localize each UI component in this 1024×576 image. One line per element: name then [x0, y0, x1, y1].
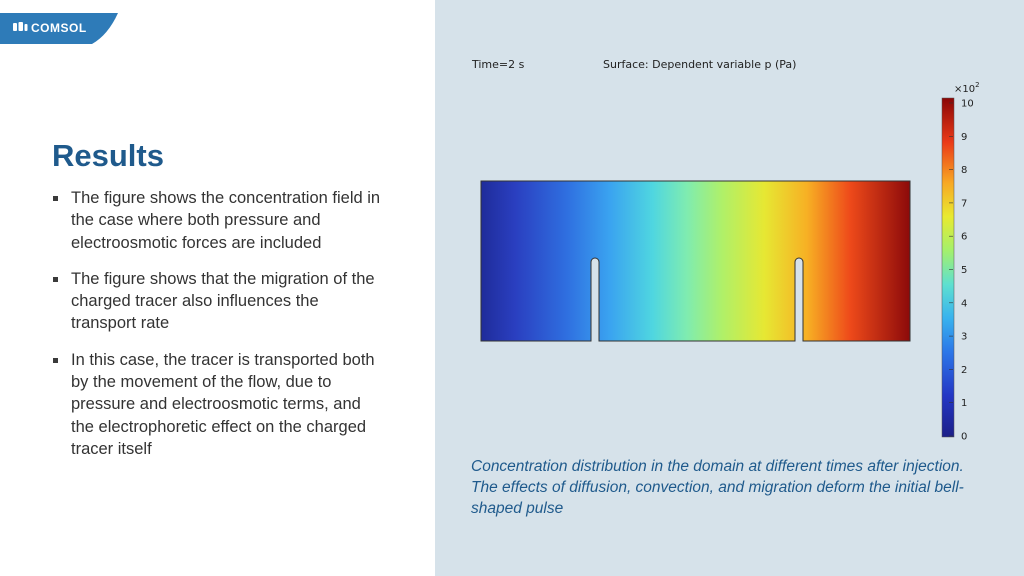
colorbar-tick-label: 7 [961, 198, 968, 210]
colorbar-tick-label: 8 [961, 165, 968, 177]
surface-label: Surface: Dependent variable p (Pa) [603, 58, 797, 71]
time-label: Time=2 s [472, 58, 525, 71]
colorbar-tick-label: 4 [961, 298, 968, 310]
colorbar-tick-label: 0 [961, 431, 968, 443]
colorbar-tick-label: 5 [961, 265, 968, 276]
page-title: Results [52, 138, 164, 173]
colorbar-multiplier [954, 81, 980, 95]
colorbar-tick-label: 9 [961, 131, 968, 143]
colorbar-tick-label: 1 [961, 398, 968, 410]
bullet-text: The figure shows that the migration of the charged tracer also influences the transport rate [71, 269, 375, 333]
bullet-text: The figure shows the concentration field in the case where both pressure and electroosmotic forces are included [71, 189, 381, 252]
colorbar-multiplier-base: ×10 [954, 84, 976, 95]
colorbar-tick-label: 10 [961, 98, 974, 110]
colorbar-tick-label: 6 [961, 231, 968, 243]
colorbar [942, 98, 954, 437]
bullet-text: In this case, the tracer is transported both by the movement of the flow, due to pressure and electroosmotic terms, and the electrophoretic effect on the charged tracer itself [71, 350, 375, 458]
logo-text: COMSOL [31, 21, 87, 35]
colorbar-tick-label: 3 [961, 331, 968, 343]
concentration-field [481, 181, 910, 341]
colorbar-tick-label: 2 [961, 364, 968, 376]
colorbar-multiplier-exp: 2 [975, 81, 980, 89]
figure-caption: Concentration distribution in the domain at different times after injection. The effects of diffusion, convection, and migration deform the initial bell-shaped pulse [471, 458, 964, 517]
